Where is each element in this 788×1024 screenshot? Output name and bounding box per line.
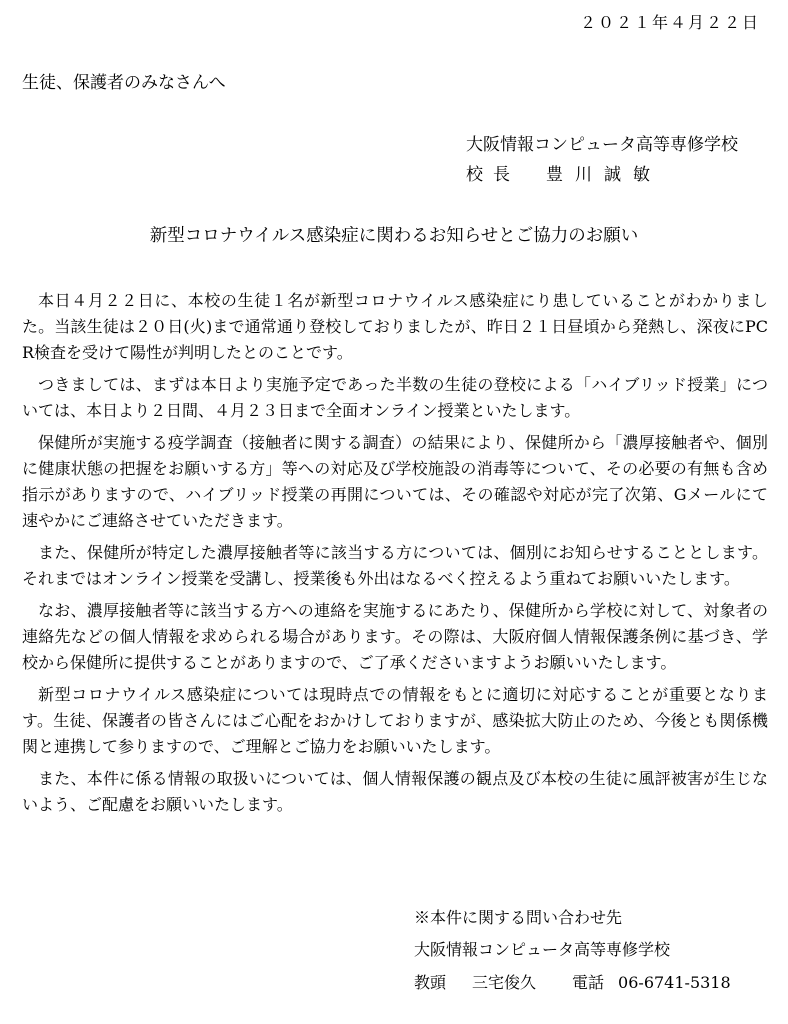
contact-phone-label: 電話 [572,973,605,992]
contact-role: 教頭 [414,973,447,992]
body-paragraph: なお、濃厚接触者等に該当する方への連絡を実施するにあたり、保健所から学校に対して、対象者の連絡先などの個人情報を求められる場合があります。その際は、大阪府個人情報保護条例に基づき、学校から保健所に提供することがありますので、ご了承くださいますようお願いいたします。 [22,601,768,672]
document-body [22,288,768,824]
sender-title: 校長 [466,165,520,185]
contact-organization: 大阪情報コンピュータ高等専修学校 [414,940,671,959]
body-paragraph: また、本件に係る情報の取扱いについては、個人情報保護の観点及び本校の生徒に風評被害が生じないよう、ご配慮をお願いいたします。 [22,769,768,814]
body-paragraph: また、保健所が特定した濃厚接触者等に該当する方については、個別にお知らせすることとします。それまではオンライン授業を受講し、授業後も外出はなるべく控えるよう重ねてお願いいたします。 [22,543,768,588]
contact-heading: ※本件に関する問い合わせ先 [414,908,623,927]
document-title: 新型コロナウイルス感染症に関わるお知らせとご協力のお願い [149,226,639,246]
body-paragraph: つきましては、まずは本日より実施予定であった半数の生徒の登校による「ハイブリッド授業」については、本日より２日間、４月２３日まで全面オンライン授業といたします。 [22,375,768,420]
body-paragraph: 新型コロナウイルス感染症については現時点での情報をもとに適切に対応することが重要となります。生徒、保護者の皆さんにはご心配をおかけしておりますが、感染拡大防止のため、今後とも関係機関と連携して参りますので、ご理解とご協力をお願いいたします。 [22,685,768,756]
body-paragraph: 本日４月２２日に、本校の生徒１名が新型コロナウイルス感染症にり患していることがわかりました。当該生徒は２０日(火)まで通常通り登校しておりましたが、昨日２１日昼頃から発熱し、深夜にPCR検査を受けて陽性が判明したとのことです。 [22,291,768,362]
contact-line [414,970,731,993]
body-paragraph: 保健所が実施する疫学調査（接触者に関する調査）の結果により、保健所から「濃厚接触者や、個別に健康状態の把握をお願いする方」等への対応及び学校施設の消毒等について、その必要の有無も含め指示がありますので、ハイブリッド授業の再開については、その確認や対応が完了次第、Gメールにて速やかにご連絡させていただきます。 [22,433,768,530]
recipient-line: 生徒、保護者のみなさんへ [22,73,226,93]
sender-name: 豊川誠敏 [546,165,662,185]
contact-person: 三宅俊久 [472,973,537,992]
document-date: ２０２１年４月２２日 [579,13,760,32]
sender-organization: 大阪情報コンピュータ高等専修学校 [466,135,738,155]
sender-signature [466,160,662,185]
contact-phone: 06-6741-5318 [618,973,731,992]
